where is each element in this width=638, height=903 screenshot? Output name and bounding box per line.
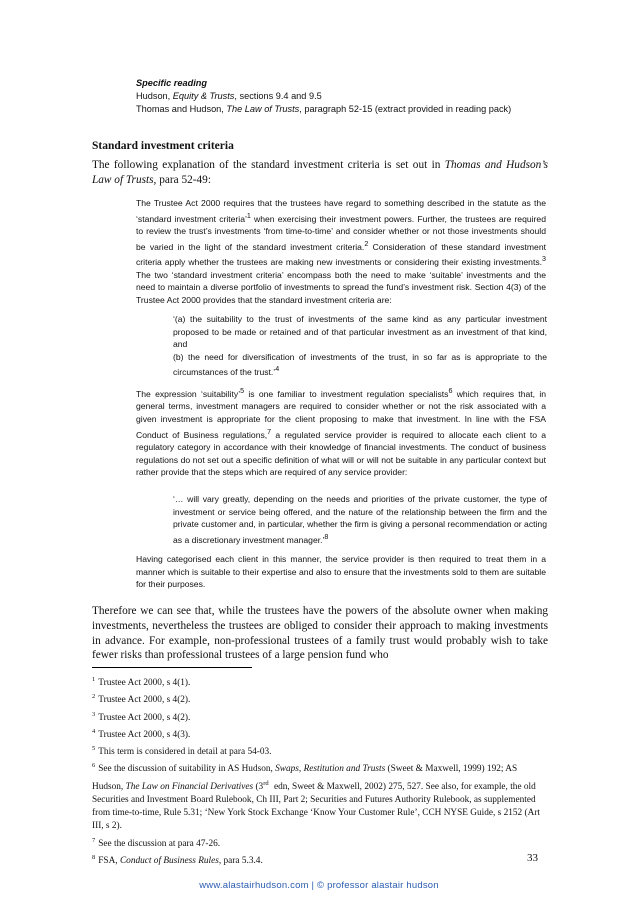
footnote-number: 3 bbox=[92, 710, 96, 718]
footnote-text: FSA, bbox=[98, 856, 120, 867]
intro-text: The following explanation of the standard investment criteria is set out in bbox=[92, 159, 445, 171]
footnote-book-title: Swaps, Restitution and Trusts bbox=[275, 764, 386, 775]
reading-title: Equity & Trusts bbox=[172, 91, 235, 102]
quote-text: Consideration of these standard investment criteria apply whether the trustees are making new investments or considering their existing investments. bbox=[136, 241, 547, 267]
quote-text: when exercising their investment powers. Further, the trustees are required to review the trust’s investments ‘from time-to-time’ and consider whether or not those investments should be varied in the light of the standard investment criteria. bbox=[136, 213, 546, 252]
footnote-text: (Sweet & Maxwell, 1999) 192; AS Hudson, bbox=[92, 764, 518, 792]
footnote-ref: 7 bbox=[267, 427, 272, 436]
reading-item-2 bbox=[136, 103, 576, 116]
footnote-book-title: Conduct of Business Rules bbox=[119, 856, 219, 867]
conduct-rules-quote bbox=[173, 493, 547, 546]
reading-text: Thomas and Hudson, bbox=[136, 104, 227, 115]
quote-text: is one familiar to investment regulation specialists bbox=[244, 388, 449, 399]
intro-tail: , para 52-49: bbox=[153, 173, 211, 186]
quote-text: The expression ‘suitability’ bbox=[136, 388, 241, 399]
footnote-ref: 1 bbox=[246, 211, 251, 220]
footnote-4 bbox=[92, 725, 548, 742]
footnote-7 bbox=[92, 834, 548, 851]
footnote-text: This term is considered in detail at para 54-03. bbox=[98, 747, 272, 758]
footnote-8 bbox=[92, 851, 548, 868]
section-heading: Standard investment criteria bbox=[92, 140, 234, 152]
footnote-ref: 6 bbox=[448, 387, 453, 395]
reading-item-1 bbox=[136, 90, 576, 103]
footnote-2 bbox=[92, 690, 548, 707]
statute-limb-a: ‘(a) the suitability to the trust of investments of the same kind as any particular investment proposed to be made or retained and of that particular investment as an investment of that kind, and bbox=[173, 314, 547, 350]
footnote-ref: 2 bbox=[364, 239, 369, 248]
intro-book-title: Thomas and Hudson’s Law of Trusts bbox=[92, 159, 548, 186]
footnote-3 bbox=[92, 708, 548, 725]
conclusion-paragraph: Therefore we can see that, while the trustees have the powers of the absolute owner when making investments, nevertheless the trustees are obliged to consider their approach to making investments in advance. For example, non-professional trustees of a family trust would probably wish to take fewer risks than professional trustees of a large pension fund who bbox=[92, 605, 548, 662]
footnotes bbox=[92, 673, 548, 868]
ordinal-suffix: rd bbox=[263, 779, 269, 787]
footnote-5 bbox=[92, 742, 548, 759]
footnote-number: 6 bbox=[92, 762, 96, 770]
footnote-text: Trustee Act 2000, s 4(2). bbox=[98, 695, 191, 706]
footnote-text: See the discussion at para 47-26. bbox=[98, 838, 221, 849]
footnote-text: See the discussion of suitability in AS Hudson, bbox=[98, 764, 276, 775]
footnote-number: 2 bbox=[92, 693, 96, 701]
footnote-text: edn, Sweet & Maxwell, 2002) 275, 527. See also, for example, the old Securities and Investment Board Rulebook, Ch III, Part 2; Securities and Futures Authority Rulebook, as supplemented from time-to-time, Rule 5.31; ‘New York Stock Exchange ‘Know Your Customer Rule’, CCH NYSE Guide, s 2152 (Art III, s 2). bbox=[92, 781, 541, 832]
quote-text: ‘… will vary greatly, depending on the needs and priorities of the private customer, the type of investment or service being offered, and the nature of the relationship between the firm and the private customer and, in particular, whether the firm is giving a personal recommendation or acting as a discretionary investment manager.’ bbox=[173, 494, 547, 545]
footnote-ref: 5 bbox=[240, 387, 245, 395]
footnote-text: , para 5.3.4. bbox=[218, 856, 263, 867]
quote-text: The two ‘standard investment criteria’ encompass both the need to make ‘suitable’ investments and the need to maintain a diverse portfolio of investments to spread the fund’s investment risk. Section 4(3) of the Trustee Act 2000 provides that the standard investment criteria are: bbox=[136, 269, 546, 305]
footnote-book-title: The Law on Financial Derivatives bbox=[125, 781, 254, 792]
intro-paragraph bbox=[92, 158, 548, 188]
quote-paragraph-3: Having categorised each client in this manner, the service provider is then required to treat them in a manner which is suitable to their expertise and also to ensure that the investments sold to them are suitable for their purposes. bbox=[136, 554, 546, 590]
statute-limb-b bbox=[173, 351, 547, 379]
footnote-text: Trustee Act 2000, s 4(1). bbox=[98, 678, 191, 689]
footnote-number: 5 bbox=[92, 745, 96, 753]
footnote-6 bbox=[92, 759, 548, 833]
statute-quote bbox=[173, 313, 547, 379]
reading-text: , paragraph 52-15 (extract provided in reading pack) bbox=[299, 104, 512, 115]
specific-reading-block bbox=[136, 77, 576, 117]
page-number: 33 bbox=[527, 852, 538, 864]
footnote-number: 1 bbox=[92, 676, 96, 683]
footnote-text: Trustee Act 2000, s 4(2). bbox=[98, 712, 191, 723]
quote-text: which requires that, in general terms, investment managers are required to consider whether or not the risk associated with a given investment is appropriate for the client proposing to make that investment. In line with the FSA Conduct of Business regulations, bbox=[136, 388, 547, 440]
footnote-ref: 3 bbox=[542, 255, 546, 264]
reading-text: Hudson, bbox=[136, 91, 173, 102]
footnote-1 bbox=[92, 673, 548, 690]
footnote-divider bbox=[92, 667, 252, 668]
footnote-ref: 4 bbox=[275, 365, 280, 374]
quote-text: The Trustee Act 2000 requires that the trustees have regard to something described in the statute as the ‘standard investment criteria’ bbox=[136, 198, 546, 224]
footnote-text: (3 bbox=[253, 781, 264, 792]
footnote-ref: 8 bbox=[324, 532, 329, 541]
specific-reading-heading: Specific reading bbox=[136, 78, 207, 88]
footnote-text: Trustee Act 2000, s 4(3). bbox=[98, 729, 191, 740]
reading-text: , sections 9.4 and 9.5 bbox=[234, 91, 322, 102]
quote-text: a regulated service provider is required to allocate each client to a regulatory category in accordance with their knowledge of financial investments. The conduct of business regulations do not set out a specific definition of what will or will not be suitable in any particular context but rather provide that the steps which are required of any service provider: bbox=[136, 429, 546, 478]
quote-paragraph-1 bbox=[136, 197, 546, 306]
quote-paragraph-2 bbox=[136, 385, 546, 479]
footer-link[interactable]: www.alastairhudson.com | © professor alastair hudson bbox=[199, 880, 439, 891]
footnote-number: 4 bbox=[92, 727, 96, 735]
quote-text: (b) the need for diversification of investments of the trust, in so far as is appropriate to the circumstances of the trust.’ bbox=[173, 351, 547, 378]
footnote-number: 7 bbox=[92, 836, 96, 844]
footnote-number: 8 bbox=[92, 853, 96, 861]
reading-title: The Law of Trusts bbox=[226, 104, 300, 115]
